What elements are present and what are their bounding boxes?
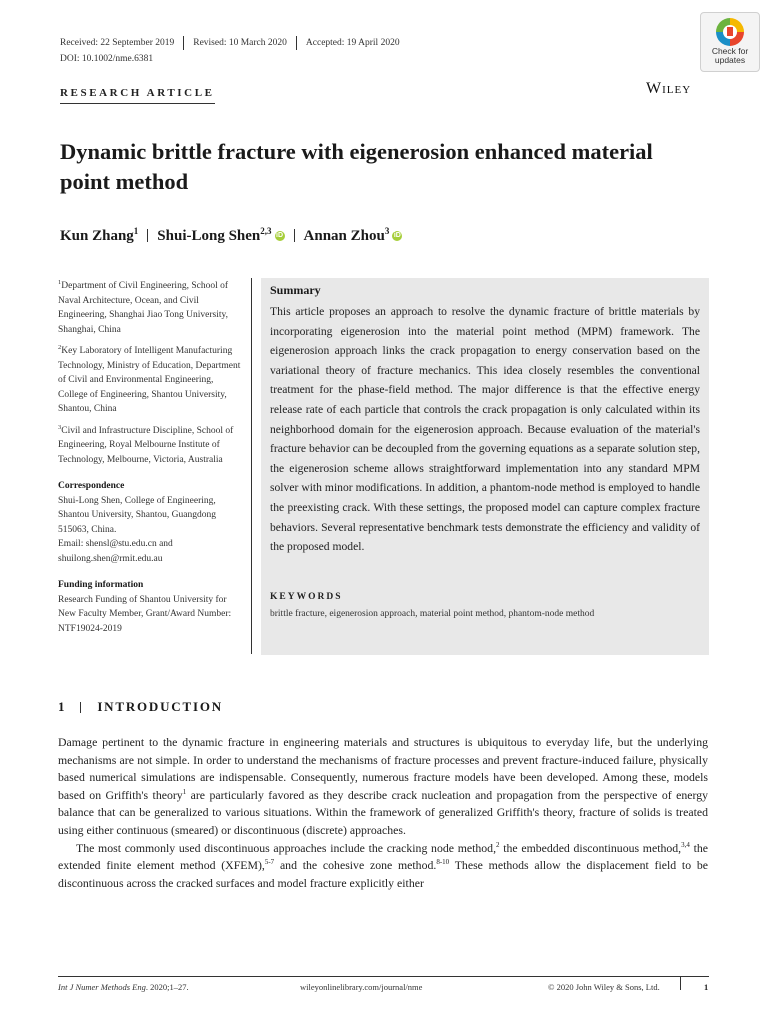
divider bbox=[183, 36, 184, 50]
orcid-icon[interactable]: iD bbox=[393, 231, 401, 239]
funding-heading: Funding information bbox=[58, 580, 144, 591]
check-for-updates-line2: updates bbox=[714, 55, 746, 65]
revised-date: Revised: 10 March 2020 bbox=[193, 38, 287, 48]
article-dates bbox=[60, 36, 400, 50]
citation-ref[interactable]: 8-10 bbox=[436, 858, 450, 867]
text-run: the extended finite element method (XFEM), bbox=[58, 840, 708, 873]
section-title: INTRODUCTION bbox=[97, 699, 223, 714]
summary-heading: Summary bbox=[270, 283, 321, 297]
divider bbox=[296, 36, 297, 50]
text-run: Damage pertinent to the dynamic fracture in engineering materials and structures is ubiquitous to everyday life, but the underlying mechanisms are not simple. In order to understand the mechanisms of fracture processes and prevent fracture-induced failure, physically based numerical simulations are indispensable. Consequently, numerous fracture models have been developed. Among these, models based on Griffith's theory bbox=[58, 735, 708, 802]
section-heading bbox=[58, 699, 223, 715]
page-number: 1 bbox=[704, 982, 709, 992]
footer-copyright: © 2020 John Wiley & Sons, Ltd. bbox=[548, 982, 660, 992]
author-name[interactable]: Kun Zhang$^1$ bbox=[60, 226, 139, 244]
column-divider bbox=[251, 278, 252, 654]
accepted-date: Accepted: 19 April 2020 bbox=[305, 38, 400, 48]
publisher-logo: Wiley bbox=[646, 80, 692, 97]
affiliation: $^3$Civil and Infrastructure Discipline, School of Engineering, Royal Melbourne Institute of Technology, Melbourne, Victoria, Australia bbox=[58, 423, 234, 465]
article-type: RESEARCH ARTICLE bbox=[60, 87, 215, 99]
footer-citation: Int J Numer Methods Eng. 2020;1–27. bbox=[58, 982, 189, 992]
check-for-updates-line1: Check for bbox=[711, 46, 749, 56]
footer-rule bbox=[58, 976, 709, 977]
author-name[interactable]: Annan Zhou$^3$ bbox=[303, 226, 390, 244]
divider bbox=[680, 977, 681, 990]
text-run: and the cohesive zone method. bbox=[274, 858, 437, 873]
crossmark-icon bbox=[716, 18, 744, 46]
correspondence-address: Shui-Long Shen, College of Engineering, Shantou University, Shantou, Guangdong 515063, China. bbox=[58, 495, 216, 535]
check-for-updates-button[interactable] bbox=[700, 12, 760, 72]
summary-text: This article proposes an approach to resolve the dynamic fracture of brittle materials by incorporating eigenerosion into the material point method (MPM) framework. The eigenerosion approach links the crack propagation to energy conservation based on the variational theory of fracture mechanics. This idea closely resembles the conventional treatment for the phase-field method. The major difference is that the effective energy release rate of each particle that controls the crack propagation is only calculated within its neighborhood domain for the eigenerosion approach. Because evaluation of the material's fracture behavior can be decoupled from the governing equations as a separate solution step, the eigenerosion scheme allows straightforward implementation into any standard MPM solver with minor modifications. In addition, a phantom-node method is employed to handle the preexisting crack. With these settings, the proposed model can capture complex fracture behaviors. Several representative benchmark tests demonstrate the efficiency and validity of the proposed model. bbox=[270, 305, 700, 554]
footer-url[interactable]: wileyonlinelibrary.com/journal/nme bbox=[300, 982, 423, 992]
author-name[interactable]: Shui-Long Shen$^{2,3}$ bbox=[157, 226, 272, 244]
paragraph bbox=[58, 840, 708, 893]
text-run: are particularly favored as they describe crack nucleation and propagation from the perspective of energy balance that can be generalized to various situations. Within the framework of generalized Griffith's theory, fracture of solids is treated using either continuous (smeared) or discontinuous (discrete) approaches. bbox=[58, 787, 708, 837]
article-type-underline bbox=[60, 103, 215, 104]
citation-ref[interactable]: 1 bbox=[182, 787, 187, 796]
funding-text: Research Funding of Shantou University for New Faculty Member, Grant/Award Number: NTF19024-2019 bbox=[58, 594, 232, 634]
affiliation: $^2$Key Laboratory of Intelligent Manufacturing Technology, Ministry of Education, Department of Civil and Environmental Engineering, College of Engineering, Shantou University, Shantou, China bbox=[58, 344, 241, 415]
citation-ref[interactable]: 2 bbox=[496, 840, 500, 849]
affiliation-column bbox=[58, 276, 242, 640]
article-title: Dynamic brittle fracture with eigenerosion enhanced material point method bbox=[60, 139, 653, 194]
keywords-heading: KEYWORDS bbox=[270, 592, 343, 602]
body-text bbox=[58, 734, 708, 892]
doi: DOI: 10.1002/nme.6381 bbox=[60, 54, 154, 64]
text-run: the embedded discontinuous method, bbox=[499, 840, 682, 855]
orcid-icon[interactable]: iD bbox=[276, 231, 284, 239]
keywords-text: brittle fracture, eigenerosion approach, material point method, phantom-node method bbox=[270, 609, 595, 619]
paragraph bbox=[58, 734, 708, 840]
received-date: Received: 22 September 2019 bbox=[60, 38, 175, 48]
divider bbox=[147, 229, 148, 242]
correspondence-heading: Correspondence bbox=[58, 481, 125, 492]
text-run: These methods allow the displacement field to be discontinuous across the cracked surfaces and model fracture explicitly either bbox=[58, 858, 708, 890]
affiliation: $^1$Department of Civil Engineering, School of Naval Architecture, Ocean, and Civil Engineering, Shanghai Jiao Tong University, Shanghai, China bbox=[58, 279, 229, 335]
citation-ref[interactable]: 3,4 bbox=[681, 840, 690, 849]
section-number: 1 bbox=[58, 699, 67, 714]
divider bbox=[80, 702, 81, 713]
correspondence-email[interactable]: Email: shensl@stu.edu.cn and shuilong.shen@rmit.edu.au bbox=[58, 539, 173, 564]
citation-ref[interactable]: 5-7 bbox=[264, 858, 275, 867]
divider bbox=[294, 229, 295, 242]
author-list bbox=[60, 226, 402, 245]
text-run: The most commonly used discontinuous approaches include the cracking node method, bbox=[76, 840, 497, 855]
